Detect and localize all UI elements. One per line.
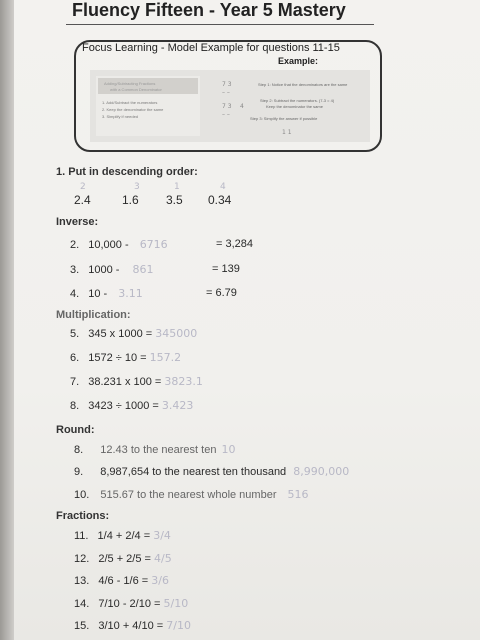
- question-number: 4.: [70, 288, 80, 300]
- expression: 10 -: [88, 288, 108, 300]
- expression: 7/10 - 2/10 =: [98, 598, 161, 610]
- round-row: [74, 465, 349, 478]
- handwritten-answer: 3.11: [118, 287, 143, 300]
- handwritten-answer: 6716: [139, 238, 168, 251]
- page-title: Fluency Fifteen - Year 5 Mastery: [72, 0, 346, 20]
- fraction-row: [74, 552, 172, 565]
- multiplication-row: [70, 399, 193, 412]
- svg-text:1 1: 1 1: [282, 129, 292, 136]
- handwritten-answer: 3/6: [151, 574, 169, 587]
- example-note: Keep the denominator the same: [266, 104, 323, 109]
- example-slide: [90, 70, 370, 142]
- page-edge-shadow: [0, 0, 14, 640]
- order-mark: 2: [80, 182, 86, 192]
- expression: 8,987,654 to the nearest ten thousand: [100, 466, 287, 478]
- fraction-working-icon: [220, 78, 370, 142]
- round-row: [74, 488, 309, 501]
- order-mark: 1: [174, 182, 180, 192]
- example-label: Example:: [278, 56, 319, 66]
- fractions-heading: Fractions:: [56, 510, 110, 522]
- svg-text:– –: – –: [222, 89, 230, 96]
- handwritten-answer: 3823.1: [164, 375, 203, 388]
- question-number: 5.: [70, 328, 80, 340]
- fraction-row: [74, 619, 191, 632]
- expression: 1000 -: [88, 264, 120, 276]
- question-number: 2.: [70, 239, 80, 251]
- question-number: 10.: [74, 489, 90, 501]
- banner-line: with a Common Denominator: [110, 87, 162, 92]
- svg-text:– –: – –: [222, 111, 230, 118]
- multiplication-row: [70, 351, 181, 364]
- question-number: 14.: [74, 598, 90, 610]
- inverse-result: = 6.79: [206, 287, 237, 299]
- handwritten-answer: 3/4: [153, 529, 171, 542]
- title-underline: [66, 24, 374, 25]
- expression: 3/10 + 4/10 =: [98, 620, 164, 632]
- handwritten-answer: 8,990,000: [293, 465, 350, 478]
- question-number: 13.: [74, 575, 90, 587]
- order-value: 1.6: [122, 193, 139, 207]
- order-mark: 4: [220, 182, 226, 192]
- svg-text:7 3: 7 3: [222, 103, 232, 110]
- order-value: 3.5: [166, 193, 183, 207]
- handwritten-answer: 861: [132, 263, 154, 276]
- handwritten-answer: 5/10: [163, 597, 189, 610]
- order-mark: 3: [134, 182, 140, 192]
- expression: 345 x 1000 =: [88, 328, 153, 340]
- expression: 1572 ÷ 10 =: [88, 352, 147, 364]
- example-note: Step 1: Notice that the denominators are the same: [258, 82, 348, 87]
- fraction-row: [74, 574, 169, 587]
- handwritten-answer: 10: [221, 443, 236, 456]
- handwritten-answer: 516: [287, 488, 309, 501]
- multiplication-heading: Multiplication:: [56, 309, 131, 321]
- banner-line: Adding/Subtracting Fractions: [104, 81, 156, 86]
- question-number: 7.: [70, 376, 80, 388]
- question-number: 9.: [74, 466, 84, 478]
- expression: 1/4 + 2/4 =: [97, 530, 151, 542]
- multiplication-row: [70, 375, 203, 388]
- svg-text:4: 4: [240, 103, 244, 110]
- handwritten-answer: 4/5: [154, 552, 172, 565]
- expression: 4/6 - 1/6 =: [98, 575, 149, 587]
- question-number: 15.: [74, 620, 90, 632]
- question-number: 12.: [74, 553, 90, 565]
- inverse-result: = 3,284: [216, 238, 254, 250]
- inverse-heading: Inverse:: [56, 216, 99, 228]
- example-note: Step 3: Simplify the answer if possible: [250, 116, 318, 121]
- fraction-row: [74, 597, 188, 610]
- inverse-row: [70, 263, 154, 276]
- example-note: Step 2: Subtract the numerators. (7-3 = 4): [260, 98, 335, 103]
- question-number: 8.: [70, 400, 80, 412]
- round-row: [74, 443, 236, 456]
- expression: 2/5 + 2/5 =: [98, 553, 151, 565]
- inverse-row: [70, 287, 143, 300]
- question-number: 3.: [70, 264, 80, 276]
- example-banner: [98, 78, 198, 94]
- example-box-heading: Focus Learning - Model Example for questions 11-15: [82, 42, 340, 54]
- example-slide-left: [96, 76, 200, 136]
- handwritten-answer: 7/10: [166, 619, 191, 632]
- example-box: [74, 40, 382, 152]
- expression: 12.43 to the nearest ten: [100, 444, 217, 456]
- order-value: 0.34: [208, 193, 232, 207]
- handwritten-answer: 345000: [155, 327, 198, 340]
- svg-text:7 3: 7 3: [222, 81, 232, 88]
- q1-heading: 1. Put in descending order:: [56, 166, 198, 178]
- round-heading: Round:: [56, 424, 95, 436]
- inverse-result: = 139: [212, 263, 240, 275]
- question-number: 6.: [70, 352, 80, 364]
- handwritten-answer: 3.423: [161, 399, 194, 412]
- multiplication-row: [70, 327, 197, 340]
- example-step: 2. Keep the denominator the same: [102, 107, 164, 112]
- inverse-row: [70, 238, 168, 251]
- order-value: 2.4: [74, 193, 91, 207]
- question-number: 11.: [74, 530, 89, 542]
- question-number: 8.: [74, 444, 84, 456]
- fraction-row: [74, 529, 171, 542]
- expression: 10,000 -: [88, 239, 129, 251]
- example-step: 3. Simplify if needed: [102, 114, 139, 119]
- expression: 38.231 x 100 =: [88, 376, 162, 388]
- example-step: 1. Add/Subtract the numerators: [102, 100, 158, 105]
- expression: 515.67 to the nearest whole number: [100, 489, 277, 501]
- expression: 3423 ÷ 1000 =: [88, 400, 159, 412]
- handwritten-answer: 157.2: [149, 351, 182, 364]
